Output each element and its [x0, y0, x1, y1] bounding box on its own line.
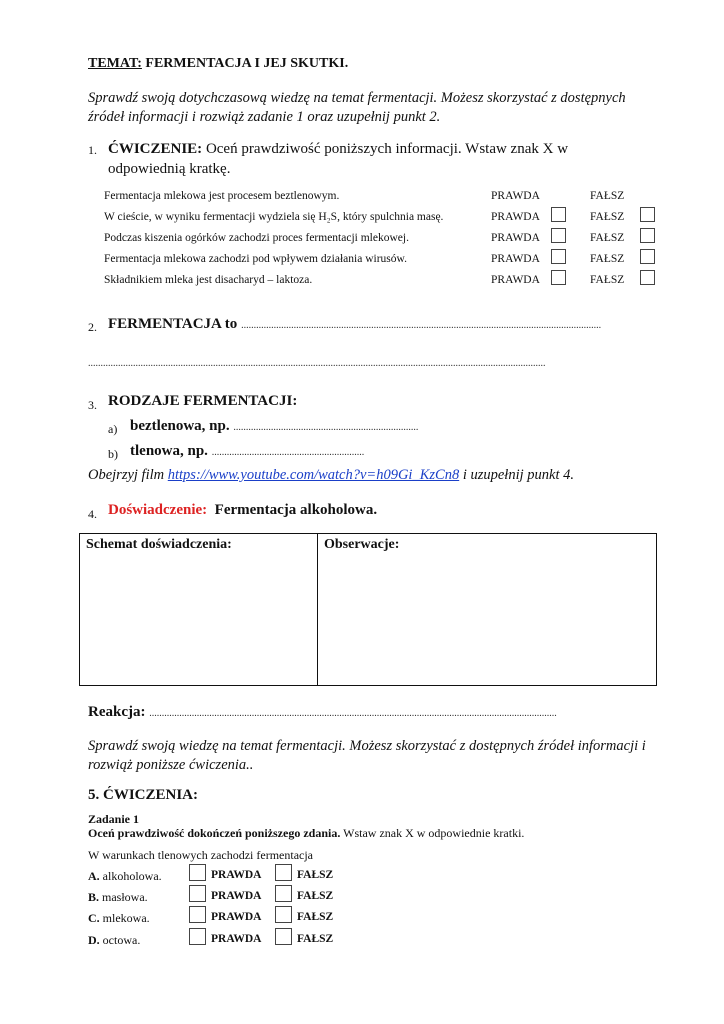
exercise-1-number: 1. — [88, 143, 97, 157]
option-false-label: FAŁSZ — [297, 890, 334, 902]
ex1-true-label: PRAWDA — [491, 211, 540, 223]
ex1-row-text: Fermentacja mlekowa jest procesem beztlenowym. — [104, 190, 340, 202]
ex1-false-checkbox[interactable] — [640, 249, 655, 264]
ex1-true-label: PRAWDA — [491, 232, 540, 244]
ex1-true-checkbox[interactable] — [551, 228, 566, 243]
scheme-cell[interactable] — [80, 534, 318, 686]
film-instruction: Obejrzyj film https://www.youtube.com/watch?v=h09Gi_KzCn8 i uzupełnij punkt 4. — [88, 467, 574, 483]
page-title: TEMAT: FERMENTACJA I JEJ SKUTKI. — [88, 56, 349, 71]
ex1-true-checkbox[interactable] — [551, 207, 566, 222]
ex1-true-label: PRAWDA — [491, 190, 540, 202]
ex1-true-label: PRAWDA — [491, 253, 540, 265]
option-d-true-checkbox[interactable] — [189, 928, 206, 945]
option-false-label: FAŁSZ — [297, 869, 334, 881]
option-true-label: PRAWDA — [211, 890, 262, 902]
option-true-label: PRAWDA — [211, 911, 262, 923]
option-b-false-checkbox[interactable] — [275, 885, 292, 902]
answer-dots[interactable]: ............................................................. — [211, 447, 365, 458]
task-instruction: Oceń prawdziwość dokończeń poniższego zdania. Wstaw znak X w odpowiednie kratki. — [88, 826, 525, 840]
option-c-false-checkbox[interactable] — [275, 906, 292, 923]
item-a-line: beztlenowa, np. .......................................................................... — [130, 418, 419, 434]
option-false-label: FAŁSZ — [297, 933, 334, 945]
intro-instructions: Sprawdź swoją dotychczasową wiedzę na temat fermentacji. Możesz skorzystać z dostępnych źródeł informacji i rozwiąż zadanie 1 oraz uzupełnij punkt 2. — [88, 90, 626, 125]
option-c-true-checkbox[interactable] — [189, 906, 206, 923]
observations-cell[interactable] — [318, 534, 657, 686]
ex1-false-checkbox[interactable] — [640, 270, 655, 285]
ex1-false-label: FAŁSZ — [590, 274, 625, 286]
ex1-true-checkbox[interactable] — [551, 270, 566, 285]
exercise-2-number: 2. — [88, 320, 97, 334]
item-a-letter: a) — [108, 422, 118, 436]
ex1-false-label: FAŁSZ — [590, 232, 625, 244]
answer-dots[interactable]: ................................................................................................................................................................... — [149, 708, 557, 719]
ex1-false-checkbox[interactable] — [640, 228, 655, 243]
exercise-3-number: 3. — [88, 398, 97, 412]
ex1-row-text: Fermentacja mlekowa zachodzi pod wpływem działania wirusów. — [104, 253, 407, 265]
ex1-false-label: FAŁSZ — [590, 211, 625, 223]
item-b-letter: b) — [108, 447, 118, 461]
ex1-row-text: Składnikiem mleka jest disacharyd – laktoza. — [104, 274, 313, 286]
option-false-label: FAŁSZ — [297, 911, 334, 923]
answer-dots[interactable]: ....................................................................................................................................................................................... — [88, 358, 546, 369]
exercise-4-heading: Doświadczenie: Fermentacja alkoholowa. — [108, 502, 378, 518]
scheme-header: Schemat doświadczenia: — [86, 537, 232, 552]
exercise-5-heading: 5. ĆWICZENIA: — [88, 787, 199, 803]
option-a-true-checkbox[interactable] — [189, 864, 206, 881]
exercise-3-heading: RODZAJE FERMENTACJI: — [108, 393, 298, 409]
exercise-4-number: 4. — [88, 507, 97, 521]
item-b-line: tlenowa, np. ............................................................. — [130, 443, 365, 459]
option-a: A. alkoholowa. — [88, 869, 162, 883]
observations-header: Obserwacje: — [324, 537, 400, 552]
option-a-false-checkbox[interactable] — [275, 864, 292, 881]
ex1-false-label: FAŁSZ — [590, 253, 625, 265]
option-b: B. masłowa. — [88, 890, 148, 904]
task-stem: W warunkach tlenowych zachodzi fermentacja — [88, 848, 313, 862]
option-c: C. mlekowa. — [88, 911, 150, 925]
answer-dots[interactable]: .......................................................................... — [233, 422, 419, 433]
ex1-row-text: W cieście, w wyniku fermentacji wydziela się H₂S, który spulchnia masę. — [104, 211, 444, 223]
ex1-true-label: PRAWDA — [491, 274, 540, 286]
ex1-row-text: Podczas kiszenia ogórków zachodzi proces fermentacji mlekowej. — [104, 232, 409, 244]
task-title: Zadanie 1 — [88, 812, 140, 826]
intro-instructions-2: Sprawdź swoją wiedzę na temat fermentacji. Możesz skorzystać z dostępnych źródeł informacji i rozwiąż poniższe ćwiczenia.. — [88, 738, 646, 773]
option-d-false-checkbox[interactable] — [275, 928, 292, 945]
ex1-false-label: FAŁSZ — [590, 190, 625, 202]
option-b-true-checkbox[interactable] — [189, 885, 206, 902]
ex1-true-checkbox[interactable] — [551, 249, 566, 264]
option-d: D. octowa. — [88, 933, 141, 947]
ex1-false-checkbox[interactable] — [640, 207, 655, 222]
reaction-line: Reakcja: ................................................................................................................................................................... — [88, 704, 557, 720]
exercise-2-line: FERMENTACJA to ................................................................................................................................................ — [108, 316, 602, 332]
option-true-label: PRAWDA — [211, 933, 262, 945]
option-true-label: PRAWDA — [211, 869, 262, 881]
experiment-table — [79, 533, 657, 686]
youtube-link[interactable]: https://www.youtube.com/watch?v=h09Gi_KzCn8 — [167, 467, 460, 483]
answer-dots[interactable]: ................................................................................................................................................ — [241, 320, 602, 331]
exercise-1-heading: ĆWICZENIE: Oceń prawdziwość poniższych informacji. Wstaw znak X w odpowiednią kratkę. — [108, 141, 569, 177]
